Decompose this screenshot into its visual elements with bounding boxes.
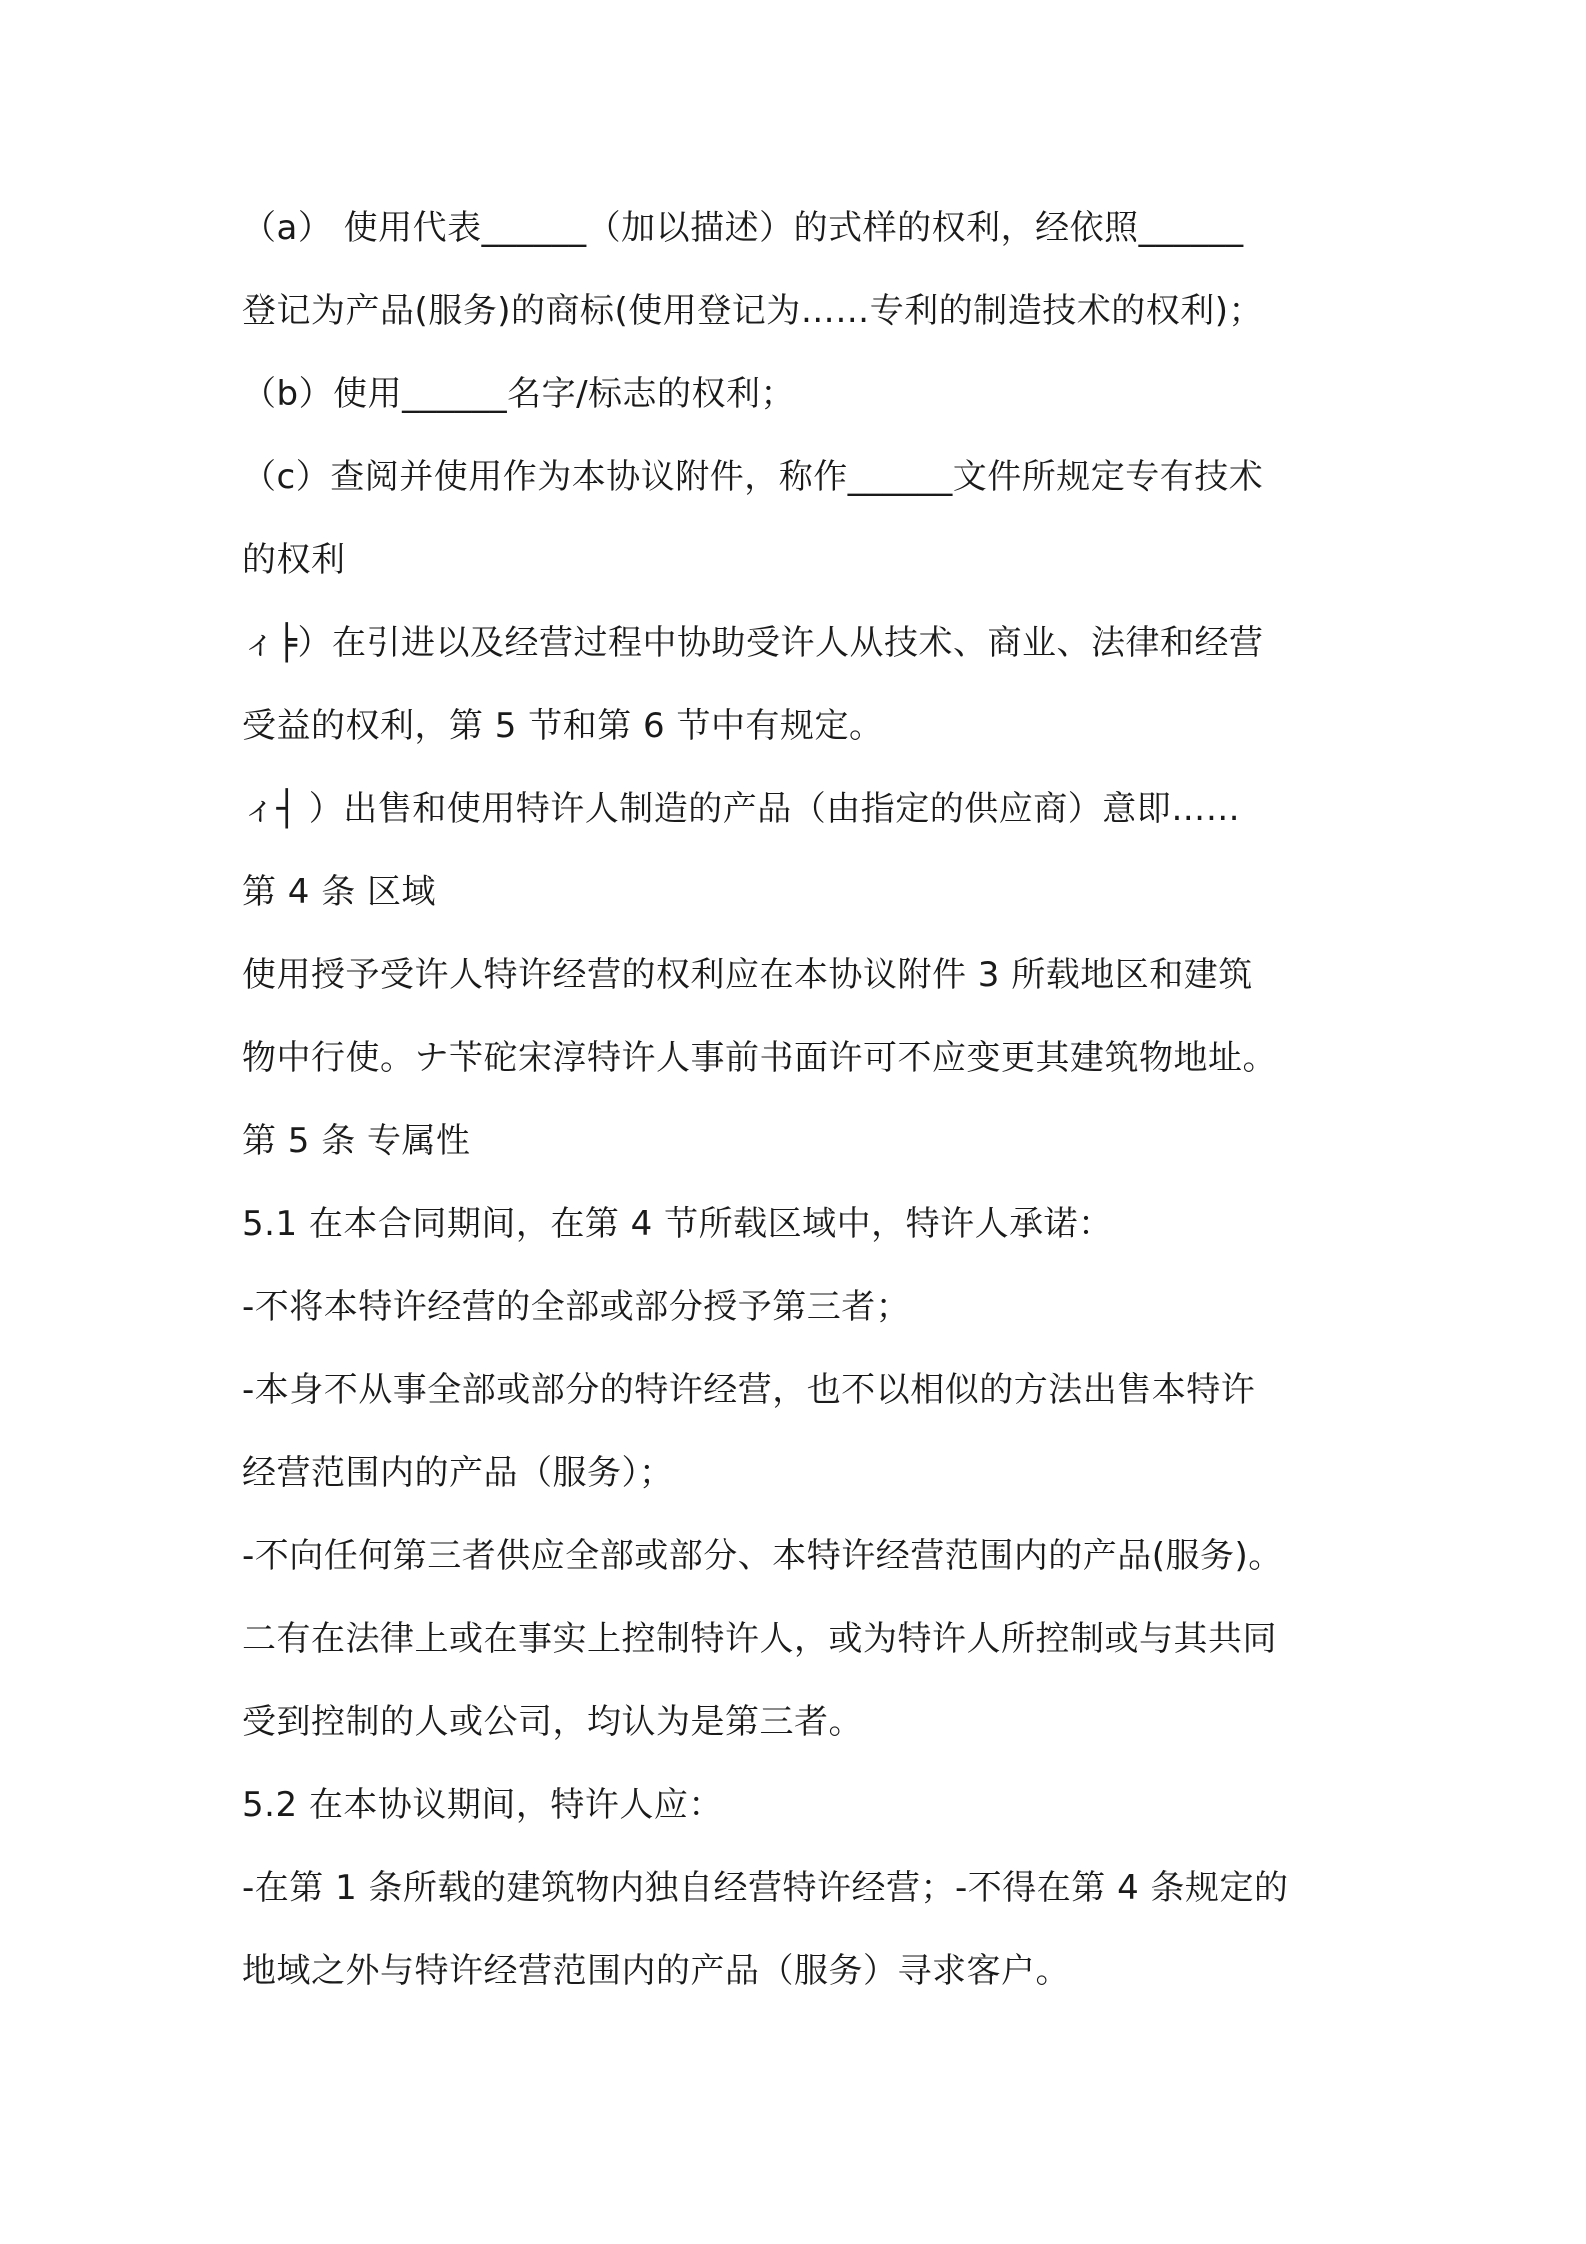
- clause-d-line-2: 受益的权利，第 5 节和第 6 节中有规定。: [242, 706, 884, 746]
- section-5-2-intro: 5.2 在本协议期间，特许人应：: [242, 1785, 723, 1825]
- clause-a-line-2: 登记为产品(服务)的商标(使用登记为……专利的制造技术的权利)；: [242, 291, 1264, 331]
- clause-a-line-1: （a） 使用代表______（加以描述）的式样的权利，经依照______: [242, 208, 1244, 248]
- article-4-body-line-2: 物中行使。ナ苄砣宋淳特许人事前书面许可不应变更其建筑物地址。: [242, 1038, 1277, 1078]
- section-5-1-note-line-1: 二有在法律上或在事实上控制特许人，或为特许人所控制或与其共同: [242, 1619, 1277, 1659]
- clause-c-line-1: （c）查阅并使用作为本协议附件，称作______文件所规定专有技术: [242, 457, 1264, 497]
- section-5-2-items-line-1: -在第 1 条所载的建筑物内独自经营特许经营；-不得在第 4 条规定的: [242, 1868, 1289, 1908]
- section-5-1-intro: 5.1 在本合同期间，在第 4 节所载区域中，特许人承诺：: [242, 1204, 1113, 1244]
- article-5-heading: 第 5 条 专属性: [242, 1121, 471, 1161]
- section-5-1-note-line-2: 受到控制的人或公司，均认为是第三者。: [242, 1702, 863, 1742]
- article-4-body-line-1: 使用授予受许人特许经营的权利应在本协议附件 3 所载地区和建筑: [242, 955, 1253, 995]
- article-4-heading: 第 4 条 区域: [242, 872, 437, 912]
- section-5-1-item-2-line-1: -本身不从事全部或部分的特许经营，也不以相似的方法出售本特许: [242, 1370, 1256, 1410]
- section-5-2-items-line-2: 地域之外与特许经营范围内的产品（服务）寻求客户。: [242, 1951, 1070, 1991]
- clause-e-line: ィ┤ ）出售和使用特许人制造的产品（由指定的供应商）意即……: [242, 789, 1241, 829]
- clause-c-line-2: 的权利: [242, 540, 346, 580]
- clause-b-line: （b）使用______名字/标志的权利；: [242, 374, 796, 414]
- section-5-1-item-1: -不将本特许经营的全部或部分授予第三者；: [242, 1287, 911, 1327]
- clause-d-line-1: ィ╞）在引进以及经营过程中协助受许人从技术、商业、法律和经营: [242, 623, 1264, 663]
- section-5-1-item-2-line-2: 经营范围内的产品（服务）；: [242, 1453, 674, 1493]
- section-5-1-item-3: -不向任何第三者供应全部或部分、本特许经营范围内的产品(服务)。: [242, 1536, 1283, 1576]
